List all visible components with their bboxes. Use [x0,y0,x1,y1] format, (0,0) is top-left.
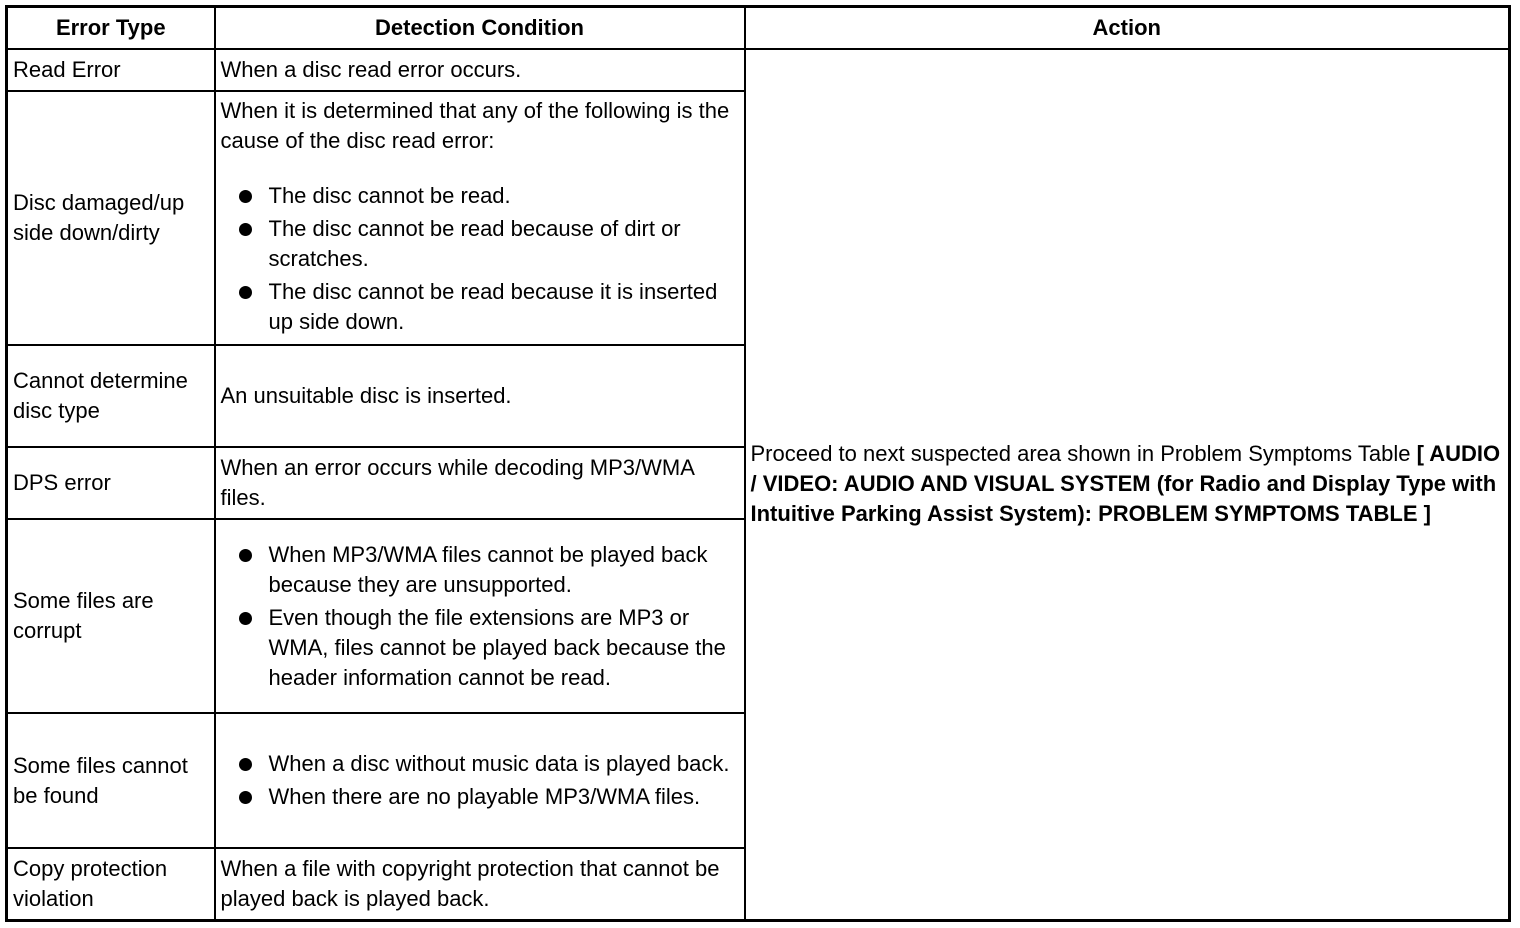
header-action: Action [745,7,1510,50]
error-type-table [5,5,1511,922]
bullet-icon [239,549,252,562]
list-item: The disc cannot be read because of dirt or scratches. [221,214,739,274]
list-item: When MP3/WMA files cannot be played back because they are unsupported. [221,540,739,600]
condition-intro: When it is determined that any of the following is the cause of the disc read error: [220,98,730,153]
bullet-icon [239,223,252,236]
condition-cell: An unsuitable disc is inserted. [215,345,745,447]
error-type-cell: Disc damaged/up side down/dirty [7,91,215,345]
condition-cell [215,519,745,713]
action-text: Proceed to next suspected area shown in Problem Symptoms Table [750,441,1411,467]
bullet-icon [239,791,252,804]
bullet-icon [239,612,252,625]
error-table-container [5,5,1511,922]
condition-cell: When a file with copyright protection that cannot be played back is played back. [215,848,745,920]
error-type-cell: Read Error [7,49,215,91]
action-reference-link[interactable]: [ AUDIO / VIDEO: AUDIO AND VISUAL SYSTEM (for Radio and Display Type with Intuitive Parking Assist System): PROBLEM SYMPTOMS TABLE ] [750,441,1501,527]
condition-cell [215,713,745,848]
error-type-cell: DPS error [7,447,215,519]
list-item: Even though the file extensions are MP3 or WMA, files cannot be played back because the header information cannot be read. [221,603,739,693]
table-row [7,49,1510,91]
bullet-icon [239,286,252,299]
error-type-cell: Copy protection violation [7,848,215,920]
error-type-cell: Some files cannot be found [7,713,215,848]
condition-bullet-list [221,749,739,812]
table-header-row [7,7,1510,50]
list-item: When there are no playable MP3/WMA files. [221,782,739,812]
condition-cell: When an error occurs while decoding MP3/WMA files. [215,447,745,519]
header-detection-condition: Detection Condition [215,7,745,50]
condition-cell: When a disc read error occurs. [215,49,745,91]
header-error-type: Error Type [7,7,215,50]
bullet-icon [239,758,252,771]
bullet-icon [239,190,252,203]
list-item: The disc cannot be read because it is inserted up side down. [221,277,739,337]
condition-bullet-list [221,540,739,693]
condition-bullet-list [221,181,739,337]
list-item: The disc cannot be read. [221,181,739,211]
condition-cell [215,91,745,345]
error-type-cell: Cannot determine disc type [7,345,215,447]
action-cell [745,49,1510,920]
list-item: When a disc without music data is played back. [221,749,739,779]
error-type-cell: Some files are corrupt [7,519,215,713]
